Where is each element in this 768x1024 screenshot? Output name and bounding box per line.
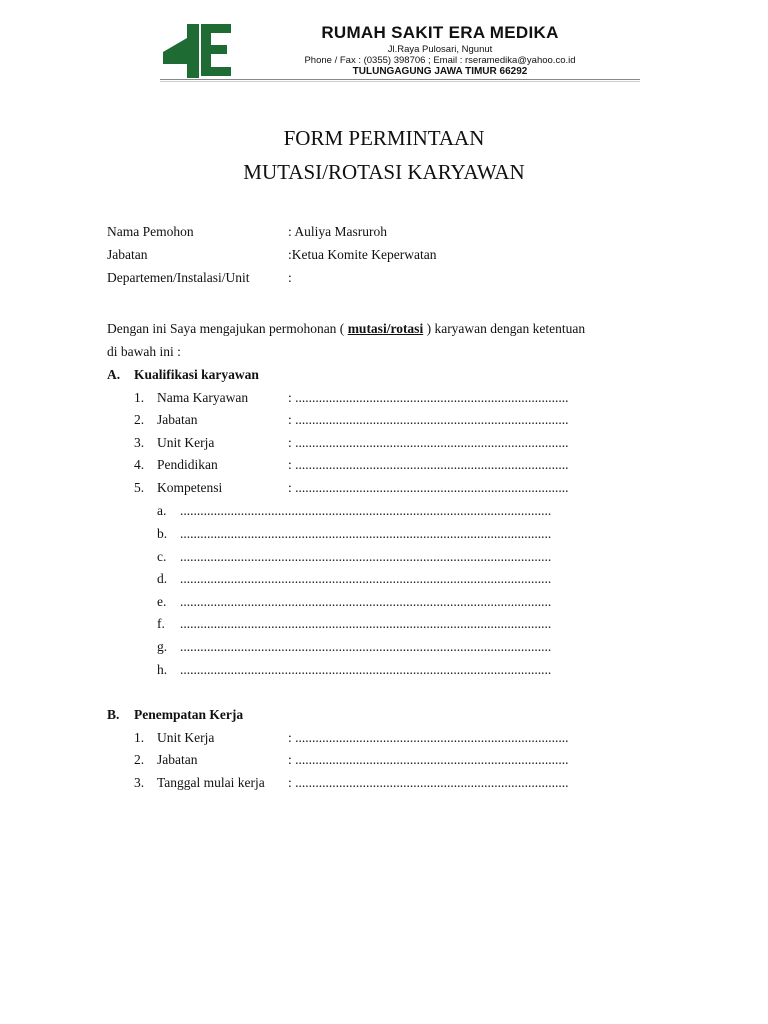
item-number: 3. [134,775,145,790]
item-label: Kompetensi [157,480,223,495]
hospital-city: TULUNGAGUNG JAWA TIMUR 66292 [352,66,528,77]
competency-letter: h. [157,662,168,677]
item-label: Tanggal mulai kerja [157,775,265,790]
item-number: 1. [134,390,145,405]
competency-fill-line: .............................................................................................................. [180,571,552,586]
intro-line-2: di bawah ini : [107,344,181,359]
item-label: Nama Karyawan [157,390,249,405]
item-fill-line: : ................................................................................. [288,480,569,495]
competency-letter: g. [157,639,168,654]
item-label: Jabatan [157,412,198,427]
applicant-position-value: :Ketua Komite Keperwatan [288,247,437,262]
item-number: 4. [134,457,145,472]
item-fill-line: : ................................................................................. [288,457,569,472]
item-fill-line: : ................................................................................. [288,775,569,790]
item-fill-line: : ................................................................................. [288,752,569,767]
item-label: Unit Kerja [157,435,215,450]
competency-fill-line: .............................................................................................................. [180,526,552,541]
hospital-address: Jl.Raya Pulosari, Ngunut [387,44,493,55]
item-number: 1. [134,730,145,745]
intro-highlight: mutasi/rotasi [347,321,424,336]
competency-fill-line: .............................................................................................................. [180,662,552,677]
item-number: 5. [134,480,145,495]
item-number: 2. [134,412,145,427]
applicant-position-label: Jabatan [107,247,148,262]
competency-letter: c. [157,549,167,564]
competency-letter: b. [157,526,168,541]
competency-fill-line: .............................................................................................................. [180,639,552,654]
section-a-letter: A. [107,367,121,382]
applicant-name-value: : Auliya Masruroh [288,224,387,239]
competency-letter: a. [157,503,167,518]
item-fill-line: : ................................................................................. [288,390,569,405]
form-title: FORM PERMINTAAN [283,126,485,150]
item-label: Jabatan [157,752,198,767]
intro-line-1 [107,321,585,337]
hospital-name: RUMAH SAKIT ERA MEDIKA [321,23,559,42]
item-label: Pendidikan [157,457,218,472]
item-label: Unit Kerja [157,730,215,745]
item-number: 3. [134,435,145,450]
applicant-name-label: Nama Pemohon [107,224,194,239]
competency-fill-line: .............................................................................................................. [180,503,552,518]
competency-fill-line: .............................................................................................................. [180,549,552,564]
competency-fill-line: .............................................................................................................. [180,616,552,631]
header-divider [160,79,640,82]
hospital-logo [163,22,233,78]
section-a-title: Kualifikasi karyawan [134,367,259,382]
competency-letter: f. [157,616,165,631]
item-fill-line: : ................................................................................. [288,435,569,450]
form-subtitle: MUTASI/ROTASI KARYAWAN [243,160,525,184]
competency-letter: e. [157,594,167,609]
competency-fill-line: .............................................................................................................. [180,594,552,609]
applicant-department-label: Departemen/Instalasi/Unit [107,270,250,285]
section-b-title: Penempatan Kerja [134,707,244,722]
item-fill-line: : ................................................................................. [288,730,569,745]
item-fill-line: : ................................................................................. [288,412,569,427]
section-b-letter: B. [107,707,120,722]
applicant-department-value: : [288,270,292,285]
intro-text-before: Dengan ini Saya mengajukan permohonan ( [107,321,348,336]
item-number: 2. [134,752,145,767]
competency-letter: d. [157,571,168,586]
hospital-contact: Phone / Fax : (0355) 398706 ; Email : rseramedika@yahoo.co.id [304,55,576,66]
intro-text-after: ) karyawan dengan ketentuan [423,321,586,336]
